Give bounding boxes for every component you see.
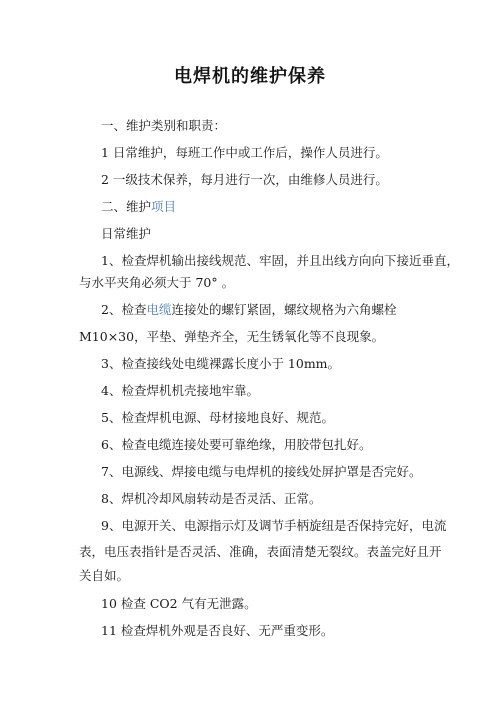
item-9-line-1: 9、电源开关、电源指示灯及调节手柄旋纽是否保持完好，电流 xyxy=(101,518,447,533)
section-heading-categories: 一、维护类别和职责： xyxy=(101,118,227,133)
paragraph-level-one-maintenance: 2 一级技术保养，每月进行一次，由维修人员进行。 xyxy=(101,172,388,187)
item-1-line-1: 1、检查焊机输出接线规范、牢固，并且出线方向向下接近垂直， xyxy=(101,253,459,268)
item-2-line-1 xyxy=(0,302,500,318)
item-2-line-2: M10×30，平垫、弹垫齐全，无生锈氧化等不良现象。 xyxy=(79,329,385,344)
document-title: 电焊机的维护保养 xyxy=(174,66,326,87)
section-heading-items-link[interactable]: 项目 xyxy=(151,199,177,214)
subheading-daily-maintenance: 日常维护 xyxy=(101,226,152,241)
item-9-line-2: 表，电压表指针是否灵活、准确，表面清楚无裂纹。表盖完好且开 xyxy=(79,544,442,559)
paragraph-daily-maintenance: 1 日常维护，每班工作中或工作后，操作人员进行。 xyxy=(101,145,388,160)
item-11: 11 检查焊机外观是否良好、无严重变形。 xyxy=(101,623,334,638)
item-8: 8、焊机冷却风扇转动是否灵活、正常。 xyxy=(101,491,322,506)
item-2-prefix: 2、检查 xyxy=(101,302,147,317)
item-9-line-3: 关自如。 xyxy=(79,568,130,583)
item-2-cable-link[interactable]: 电缆 xyxy=(146,302,172,317)
item-3: 3、检查接线处电缆裸露长度小于 10mm。 xyxy=(101,356,341,371)
item-1-line-2: 与水平夹角必须大于 70° 。 xyxy=(79,275,235,290)
item-5: 5、检查焊机电源、母材接地良好、规范。 xyxy=(101,410,334,425)
section-heading-items-text: 二、维护 xyxy=(101,199,152,214)
section-heading-items xyxy=(0,199,500,215)
item-6: 6、检查电缆连接处要可靠绝缘，用胶带包扎好。 xyxy=(101,437,372,452)
item-2-suffix: 连接处的螺钉紧固，螺纹规格为六角螺栓 xyxy=(171,302,397,317)
item-7: 7、电源线、焊接电缆与电焊机的接线处屏护罩是否完好。 xyxy=(101,464,422,479)
item-10: 10 检查 CO2 气有无泄露。 xyxy=(101,596,257,611)
item-4: 4、检查焊机机壳接地牢靠。 xyxy=(101,383,259,398)
